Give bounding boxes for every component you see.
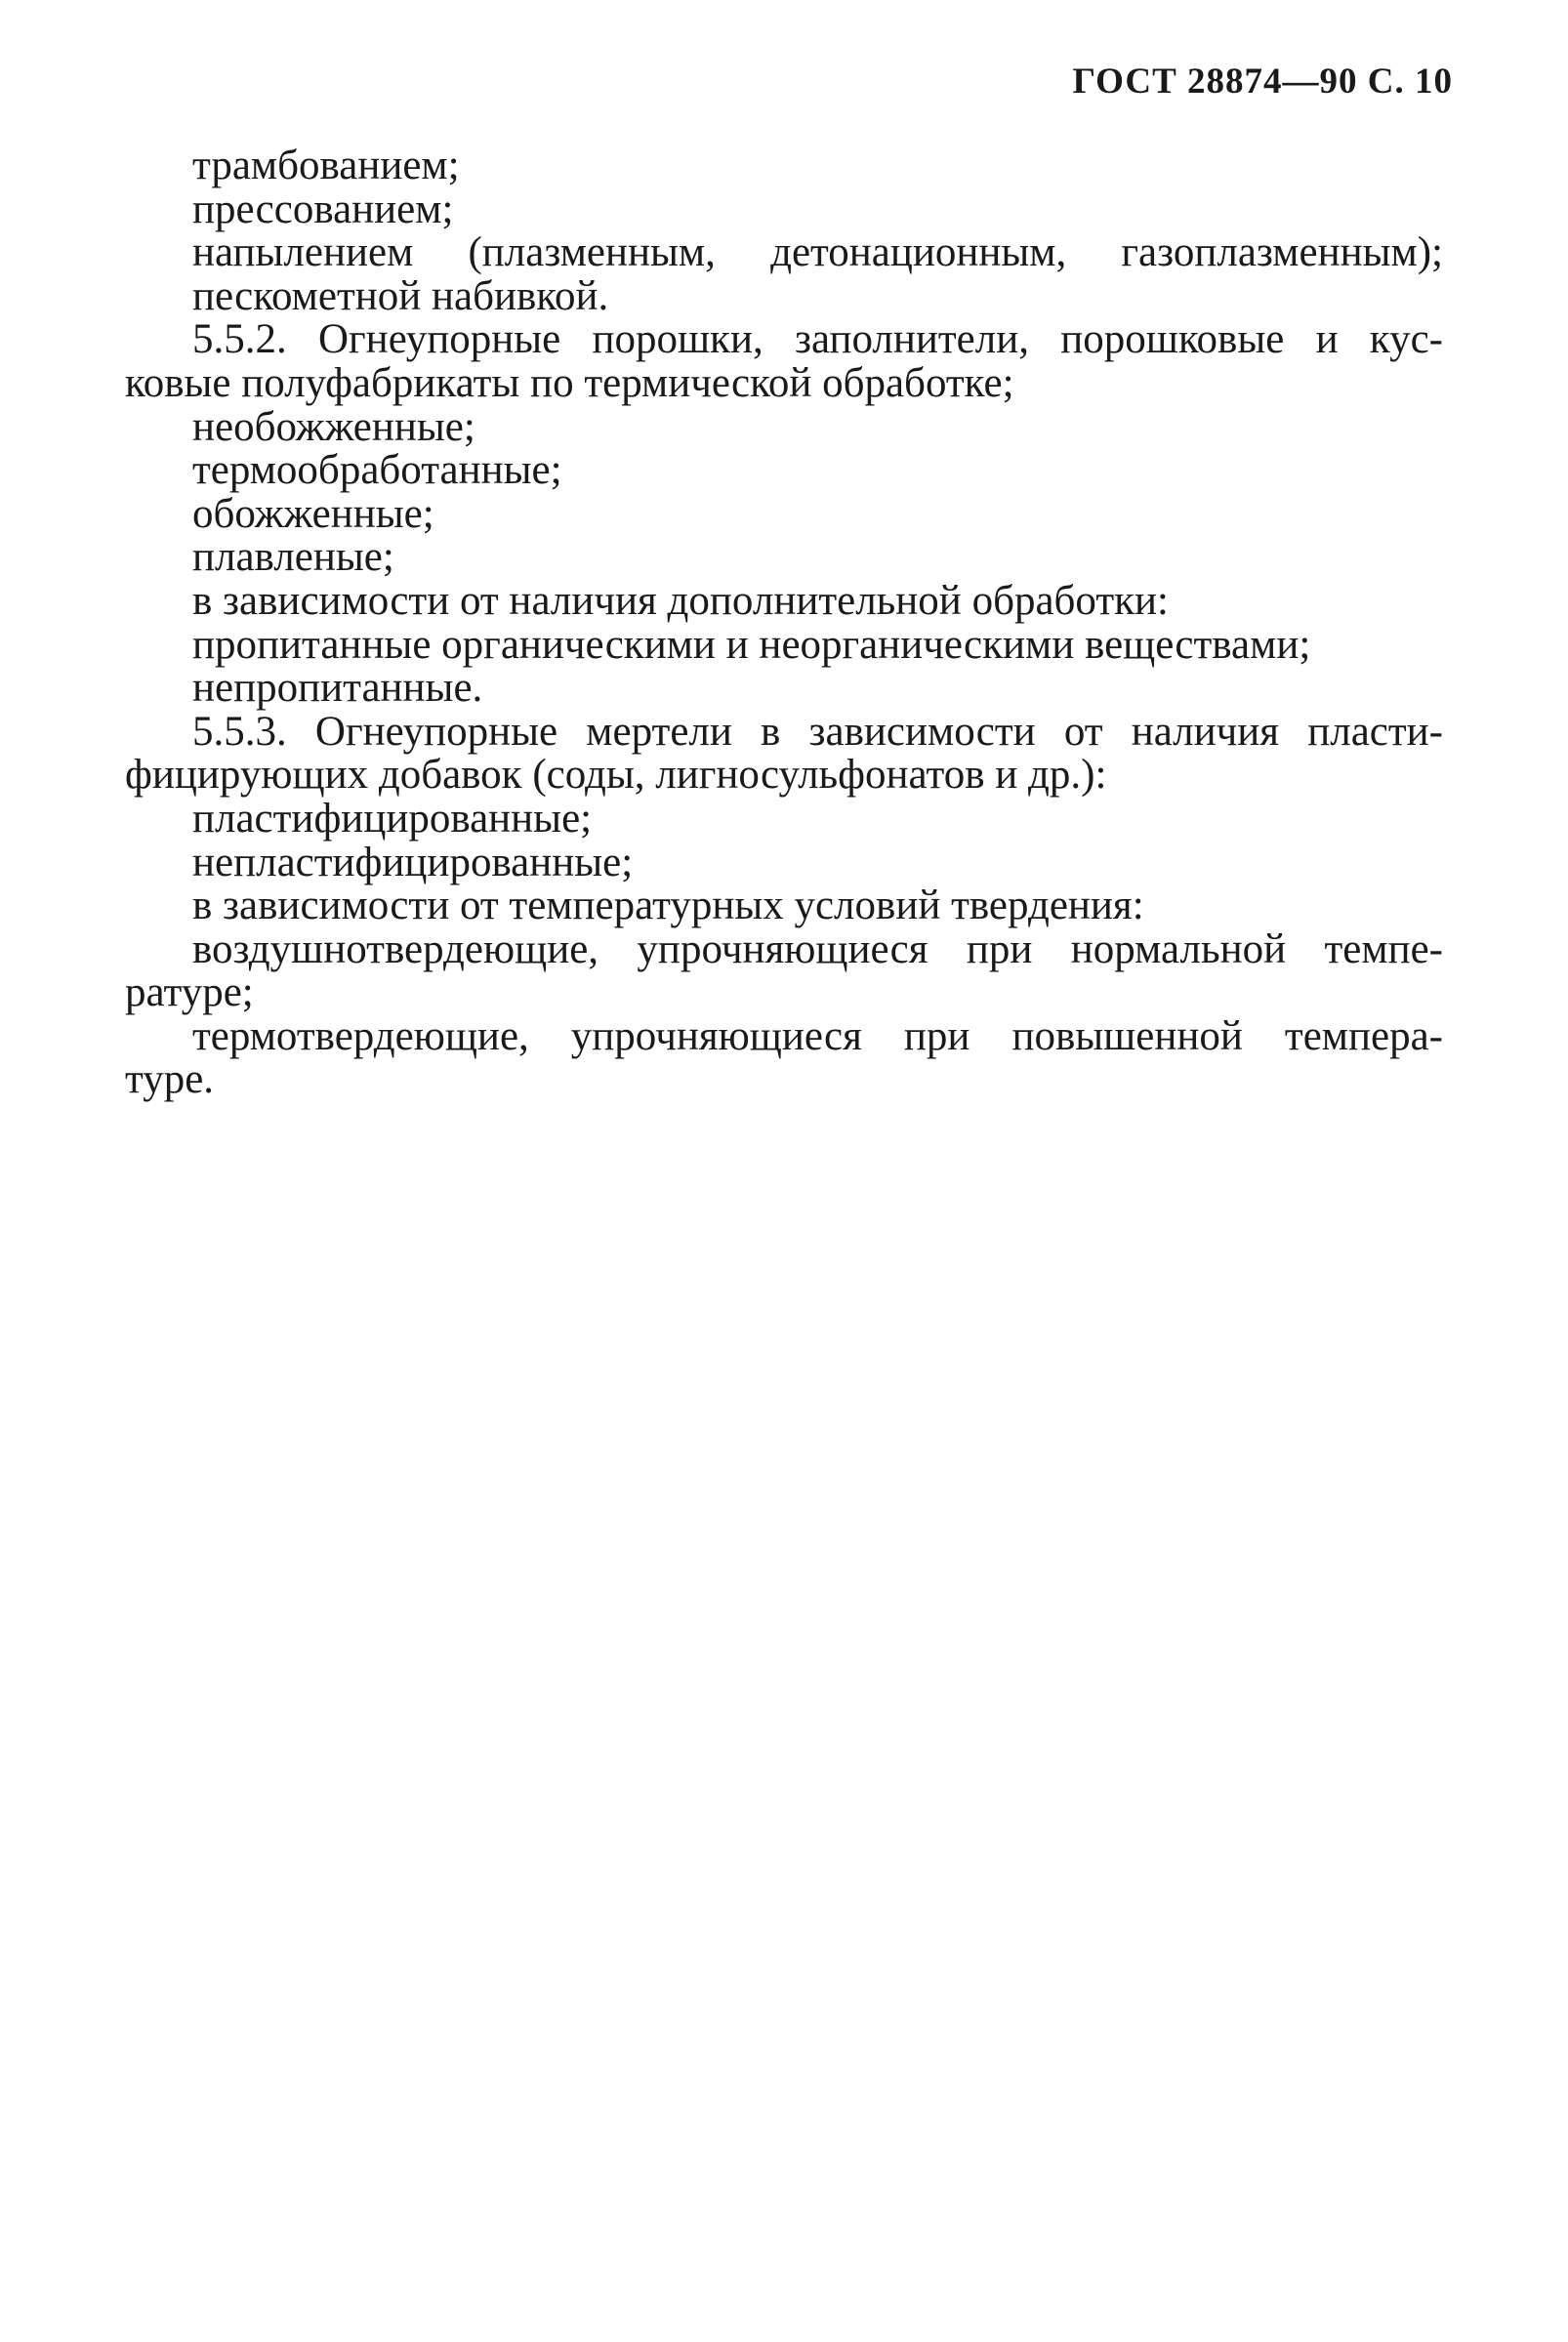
body-text	[125, 144, 1443, 1102]
text-line: трамбованием;	[192, 143, 460, 188]
text-line: напылением (плазменным, детонационным, газоплазменным);	[192, 229, 1443, 276]
text-line: плавленые;	[192, 534, 394, 581]
text-line: туре.	[125, 1056, 215, 1103]
text-line: пропитанные органическими и неорганическими веществами;	[192, 621, 1311, 668]
text-line: прессованием;	[192, 185, 454, 232]
text-line: в зависимости от температурных условий твердения:	[192, 883, 1144, 929]
text-line: фицирующих добавок (соды, лигносульфонатов и др.):	[125, 752, 1107, 799]
text-line: обожженные;	[192, 490, 434, 537]
text-line: пластифицированные;	[192, 795, 593, 842]
text-line: воздушнотвердеющие, упрочняющиеся при нормальной темпе-	[192, 925, 1443, 972]
text-line: непластифицированные;	[192, 839, 634, 885]
text-line: ратуре;	[125, 969, 254, 1016]
text-line: термообработанные;	[192, 447, 562, 494]
running-header: ГОСТ 28874—90 С. 10	[1072, 62, 1453, 102]
text-line: 5.5.2. Огнеупорные порошки, заполнители, порошковые и кус-	[192, 316, 1443, 363]
text-line: в зависимости от наличия дополнительной обработки:	[192, 577, 1169, 624]
text-line: непропитанные.	[192, 665, 483, 712]
text-line: 5.5.3. Огнеупорные мертели в зависимости от наличия пласти-	[192, 708, 1443, 755]
text-line: необожженные;	[192, 403, 475, 450]
text-line: ковые полуфабрикаты по термической обработке;	[125, 359, 1014, 406]
text-line: пескометной набивкой.	[192, 272, 609, 319]
text-line: термотвердеющие, упрочняющиеся при повышенной темпера-	[192, 1012, 1443, 1059]
